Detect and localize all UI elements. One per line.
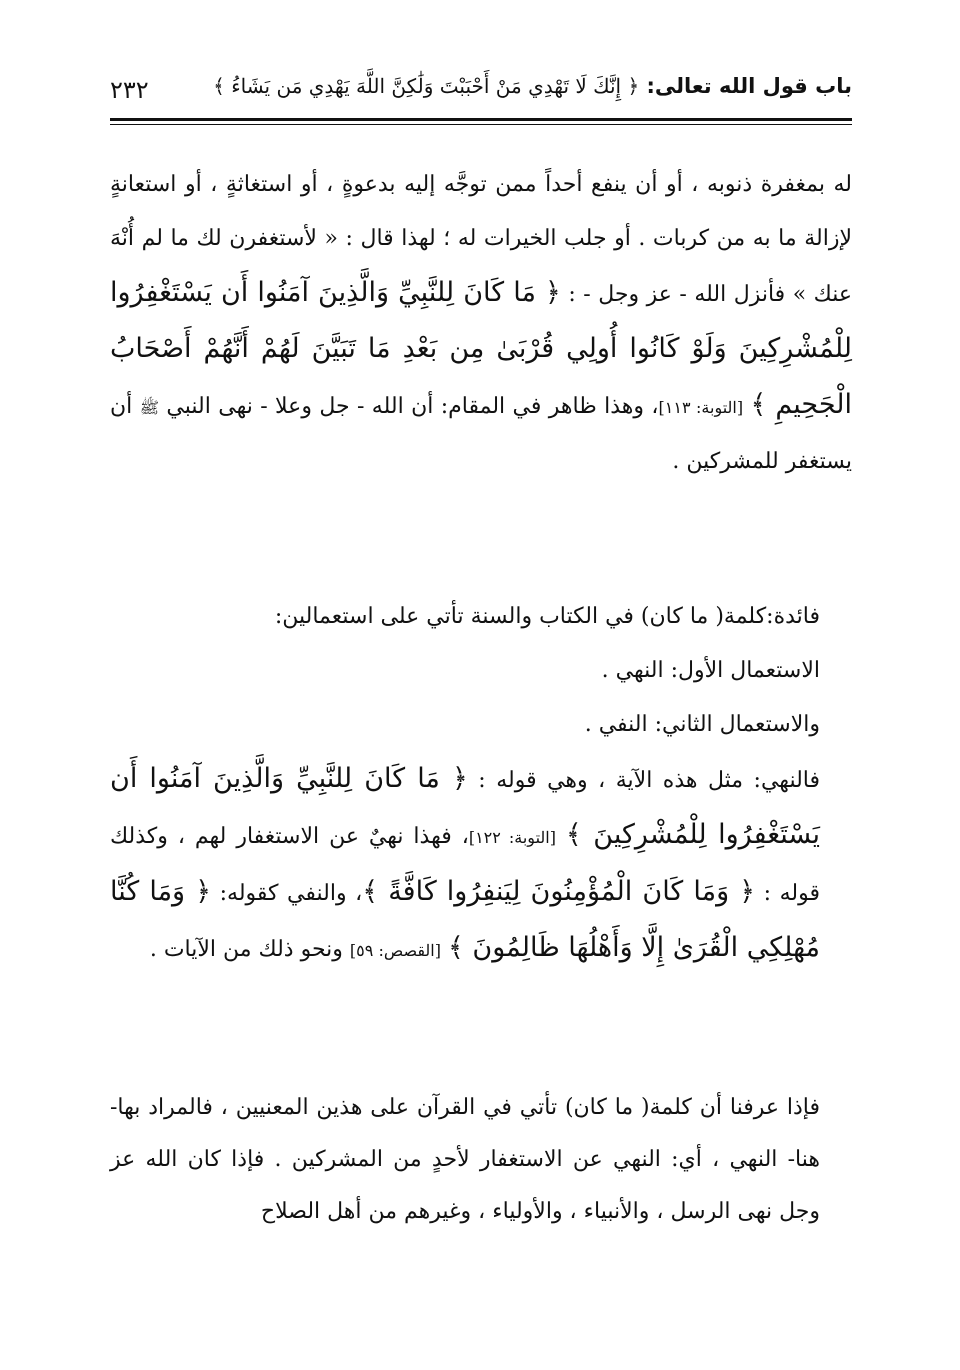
verse-reference: [القصص: ٥٩]: [349, 941, 441, 960]
quran-verse: ﴿ مَا كَانَ لِلنَّبِيِّ وَالَّذِينَ آمَنُوا أَن يَسْتَغْفِرُوا لِلْمُشْرِكِينَ ﴾: [110, 763, 820, 850]
chapter-verse: ﴿ إِنَّكَ لَا تَهْدِي مَنْ أَحْبَبْتَ وَلَٰكِنَّ اللَّهَ يَهْدِي مَن يَشَاءُ ﴾: [213, 74, 640, 98]
body-text: ، والنفي كقوله:: [219, 881, 363, 906]
body-text: له بمغفرة ذنوبه ، أو أن ينفع أحداً ممن توجَّه إليه بدعوةٍ ، أو استغاثةٍ ، أو استعانةٍ لإزالة ما به من كربات . أو جلب الخيرات له ؛ لهذا قال : « لأستغفرن لك ما لم أُنْهَ عنك » فأنزل الله - عز وجل - :: [110, 172, 852, 307]
benefit-heading: فائدة:كلمة( ما كان) في الكتاب والسنة تأتي على استعمالين:: [274, 604, 820, 629]
paragraph-istighfar: [110, 158, 852, 489]
benefit-section: [110, 590, 852, 978]
body-text: أن يستغفر للمشركين .: [110, 394, 852, 474]
header-rule-thin: [110, 124, 852, 125]
conclusion-paragraph: [110, 1082, 852, 1238]
usage-first: الاستعمال الأول: النهي .: [601, 658, 820, 683]
page-number: ٢٣٢: [110, 76, 149, 104]
paragraph: فإذا عرفنا أن كلمة( ما كان) تأتي في القرآن على هذين المعنيين ، فالمراد بها- هنا- النهي ، أي: النهي عن الاستغفار لأحدٍ من المشركين . فإذا كان الله عز وجل نهى الرسل ، والأنبياء ، والأولياء ، وغيرهم من أهل الصلاح: [110, 1095, 820, 1224]
paragraph: [110, 158, 852, 489]
body-text: ، فهذا نهيٌ عن الاستغفار لهم ، وكذلك قوله :: [110, 824, 821, 906]
quran-verse: ﴿ وَمَا كُنَّا مُهْلِكِي الْقُرَىٰ إِلَّا وَأَهْلُهَا ظَالِمُونَ ﴾: [110, 876, 820, 963]
prohibition-paragraph: [110, 752, 852, 978]
header-rule-thick: [110, 118, 852, 121]
body-text: فالنهي: مثل هذه الآية ، وهي قوله :: [478, 768, 820, 793]
quran-verse: ﴿ وَمَا كَانَ الْمُؤْمِنُونَ لِيَنفِرُوا كَافَّةً ﴾: [362, 876, 756, 907]
running-header: [110, 70, 852, 110]
chapter-heading: [213, 74, 852, 98]
body-text: ، وهذا ظاهر في المقام: أن الله - جل وعلا - نهى النبي: [166, 394, 659, 419]
body-text: ونحو ذلك من الآيات .: [149, 937, 343, 962]
chapter-title: باب قول الله تعالى:: [646, 74, 852, 98]
usage-second: والاستعمال الثاني: النفي .: [584, 712, 820, 737]
quran-verse: ﴿ مَا كَانَ لِلنَّبِيِّ وَالَّذِينَ آمَنُوا أَن يَسْتَغْفِرُوا لِلْمُشْرِكِينَ وَلَوْ كَانُوا أُولِي قُرْبَىٰ مِن بَعْدِ مَا تَبَيَّنَ لَهُمْ أَنَّهُمْ أَصْحَابُ الْجَحِيمِ ﴾: [110, 277, 853, 420]
verse-reference: [التوبة: ١٢٢]: [468, 828, 556, 847]
verse-reference: [التوبة: ١١٣]: [658, 398, 744, 417]
pbuh-symbol: ﷺ: [139, 398, 160, 417]
